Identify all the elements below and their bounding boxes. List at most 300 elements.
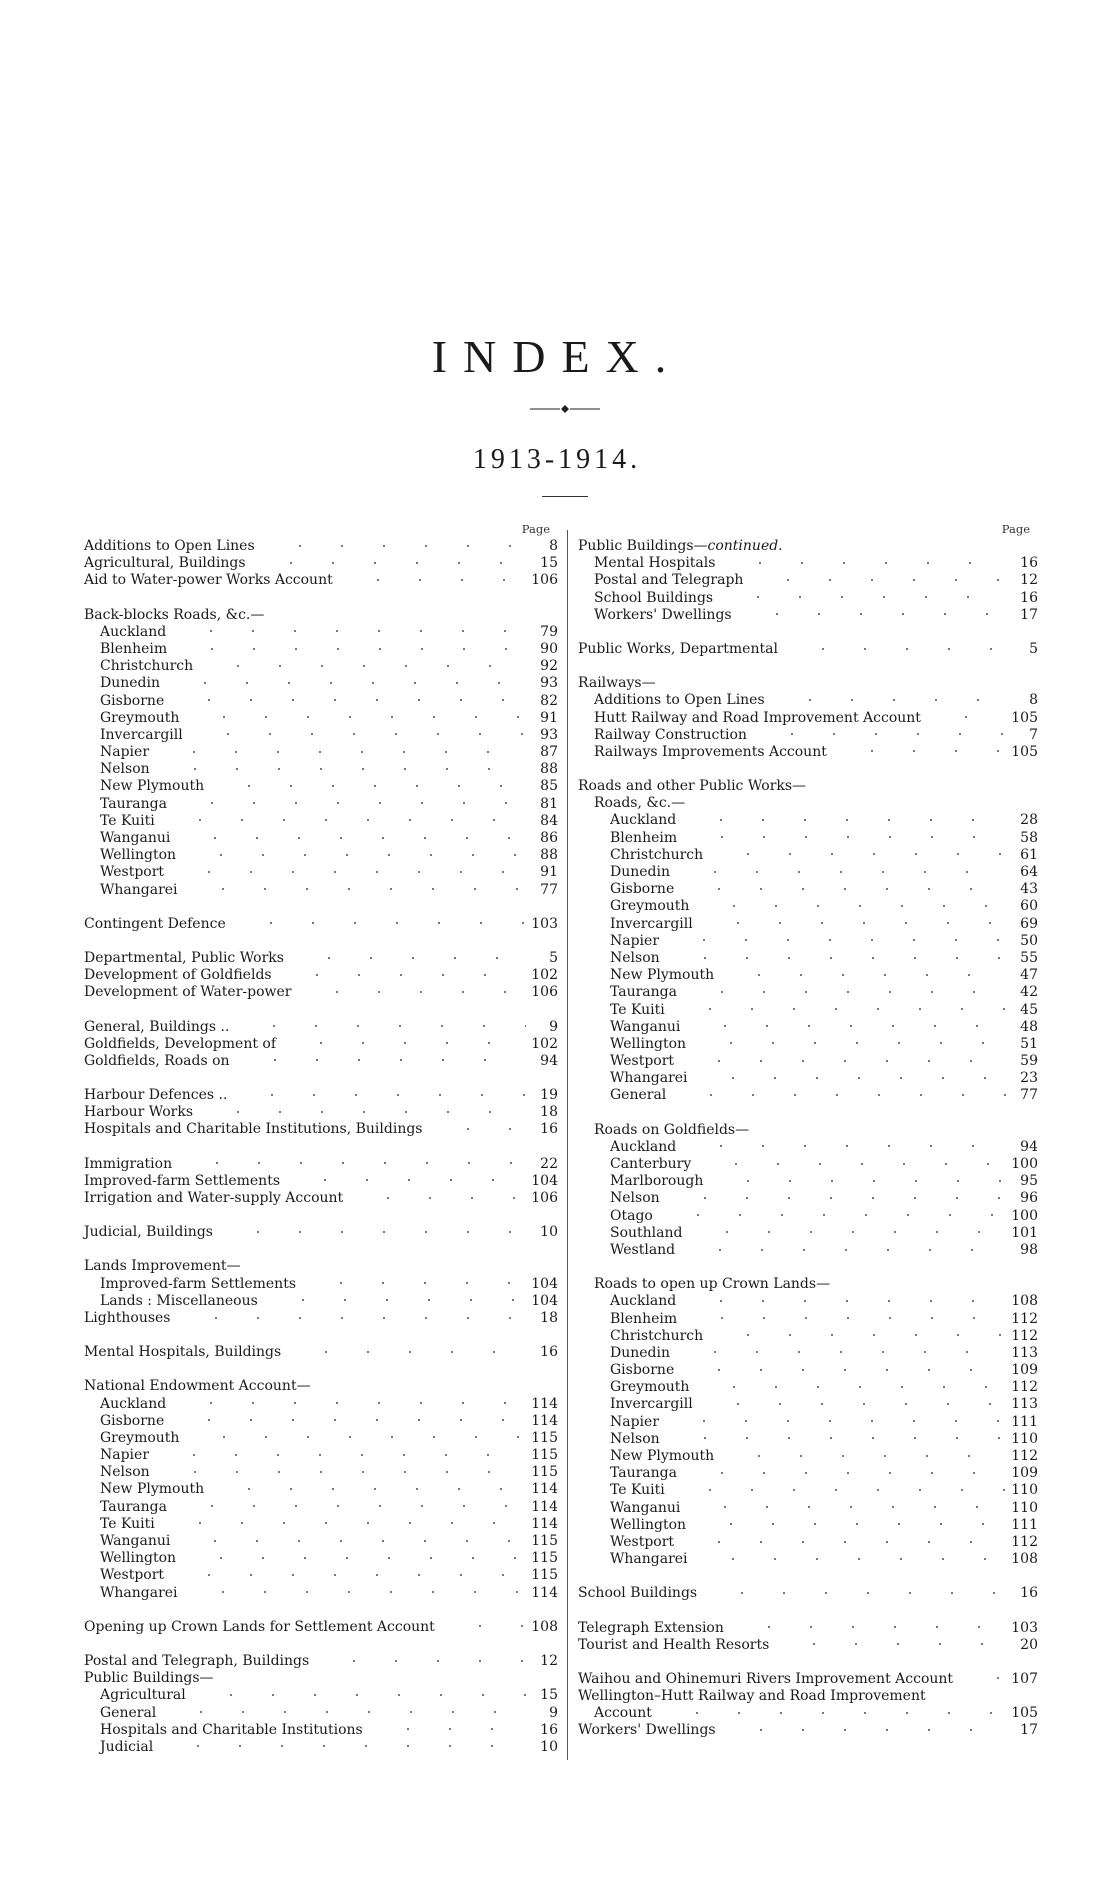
index-entry (578, 572, 1038, 589)
index-entry (578, 727, 1038, 744)
entry-label: Goldfields, Development of (84, 1035, 277, 1052)
years-rule (542, 496, 588, 497)
dot-leader (235, 1021, 526, 1031)
entry-label: General (610, 1087, 667, 1104)
entry-label: Railways Improvements Account (594, 743, 827, 760)
dot-leader (173, 1501, 525, 1511)
index-entry (84, 538, 558, 555)
entry-label: Postal and Telegraph (594, 572, 744, 589)
entry-page-number: 60 (1020, 898, 1038, 915)
entry-label: Wellington (610, 1035, 687, 1052)
entry-label: General (100, 1704, 157, 1721)
dot-leader (172, 626, 526, 636)
dot-leader (672, 1089, 1006, 1099)
dot-leader (170, 1569, 525, 1579)
column-divider (567, 530, 568, 1760)
dot-leader (683, 832, 1006, 842)
index-entry (84, 1739, 558, 1756)
dot-leader (369, 1724, 526, 1734)
dot-leader (290, 952, 526, 962)
dot-leader (177, 1312, 527, 1322)
index-heading (578, 538, 1038, 555)
entry-page-number: 93 (540, 726, 558, 743)
index-entry (578, 1002, 1038, 1019)
entry-page-number: 5 (1029, 640, 1038, 657)
dot-leader (282, 1038, 525, 1048)
entry-page-number: 59 (1020, 1053, 1038, 1070)
entry-label: Greymouth (100, 709, 180, 726)
entry-label: Lands : Miscellaneous (100, 1292, 258, 1309)
entry-page-number: 85 (540, 778, 558, 795)
entry-page-number: 92 (540, 658, 558, 675)
entry-label: Westport (610, 1053, 675, 1070)
dot-leader (199, 660, 526, 670)
index-entry (84, 1499, 558, 1516)
entry-label: Telegraph Extension (578, 1619, 724, 1636)
entry-page-number: 106 (531, 572, 558, 589)
index-heading (578, 1276, 1038, 1293)
entry-label: Judicial, Buildings (84, 1224, 213, 1241)
index-heading (84, 1670, 558, 1687)
dot-leader (665, 935, 1006, 945)
index-entry (578, 1551, 1038, 1568)
dot-leader (720, 1450, 1005, 1460)
dot-leader (219, 1226, 526, 1236)
entry-page-number: 81 (540, 795, 558, 812)
entry-label: Westport (100, 1567, 165, 1584)
entry-label: National Endowment Account— (84, 1378, 311, 1395)
entry-label: Invercargill (100, 726, 183, 743)
dot-leader (680, 883, 1006, 893)
dot-leader (232, 918, 526, 928)
dot-leader (686, 1502, 1005, 1512)
entry-page-number: 111 (1011, 1516, 1038, 1533)
index-entry (578, 864, 1038, 881)
entry-page-number: 108 (531, 1618, 558, 1635)
index-entry (84, 916, 558, 933)
index-entry (84, 1653, 558, 1670)
entry-label: Tauranga (100, 795, 167, 812)
entry-page-number: 112 (1011, 1448, 1038, 1464)
entry-label: Irrigation and Water-supply Account (84, 1190, 344, 1206)
index-entry (578, 555, 1038, 572)
index-entry (84, 744, 558, 761)
dot-leader (676, 866, 1006, 876)
index-entry (578, 1517, 1038, 1534)
entry-label: New Plymouth (610, 1448, 715, 1464)
entry-page-number: 16 (1020, 555, 1038, 572)
entry-label: Nelson (100, 1464, 150, 1481)
dot-leader (172, 1398, 525, 1408)
entry-page-number: 51 (1020, 1035, 1038, 1052)
index-entry (578, 916, 1038, 933)
entry-label: Railway Construction (594, 726, 747, 743)
entry-page-number: 93 (540, 675, 558, 692)
index-entry (84, 675, 558, 692)
entry-page-number: 23 (1020, 1070, 1038, 1087)
entry-label: Whangarei (610, 1070, 688, 1087)
dot-leader (680, 1055, 1006, 1065)
dot-leader (682, 1141, 1006, 1151)
entry-page-number: 5 (549, 949, 558, 966)
year-range: 1913-1914. (472, 444, 642, 475)
index-entry (578, 744, 1038, 761)
entry-page-number: 102 (531, 967, 558, 984)
entry-label: Blenheim (100, 640, 168, 657)
dot-leader (676, 1347, 1005, 1357)
index-entry (84, 796, 558, 813)
entry-label: Lighthouses (84, 1309, 171, 1326)
entry-label: Christchurch (610, 1327, 704, 1344)
entry-label: Tauranga (100, 1498, 167, 1515)
index-title: INDEX. (431, 331, 683, 382)
entry-label: Public Buildings— (578, 538, 708, 554)
entry-label: School Buildings (578, 1585, 698, 1602)
index-entry (578, 1362, 1038, 1379)
entry-page-number: 105 (1011, 743, 1038, 760)
index-entry (84, 1481, 558, 1498)
dot-leader (156, 1466, 526, 1476)
entry-page-number: 107 (1011, 1670, 1038, 1687)
entry-page-number: 94 (540, 1052, 558, 1069)
entry-page-number: 9 (549, 1704, 558, 1721)
index-entry (84, 984, 558, 1001)
entry-page-number: 12 (1020, 572, 1038, 589)
index-entry (84, 1224, 558, 1241)
entry-page-number: 16 (1020, 589, 1038, 606)
index-entry (578, 1396, 1038, 1413)
entry-label: Gisborne (100, 692, 165, 709)
index-entry (84, 830, 558, 847)
entry-label: Wellington (100, 847, 177, 864)
index-entry (84, 1567, 558, 1584)
dot-leader (665, 1416, 1005, 1426)
entry-page-number: 113 (1011, 1396, 1038, 1413)
entry-page-number: 110 (1011, 1482, 1038, 1499)
entry-page-number: 103 (1011, 1619, 1038, 1636)
entry-label: Gisborne (100, 1412, 165, 1429)
dot-leader (662, 677, 1006, 687)
entry-label: Nelson (610, 1190, 660, 1207)
index-entry (578, 1585, 1038, 1602)
index-entry (84, 693, 558, 710)
entry-page-number: 43 (1020, 881, 1038, 898)
index-entry (84, 1190, 558, 1207)
dot-leader (170, 695, 526, 705)
entry-spacer (84, 1327, 558, 1344)
entry-label: Nelson (610, 1430, 660, 1447)
index-entry (84, 1722, 558, 1739)
entry-page-number: 58 (1020, 829, 1038, 846)
entry-page-number: 104 (531, 1292, 558, 1309)
dot-leader (680, 1364, 1005, 1374)
index-entry (578, 1328, 1038, 1345)
entry-spacer (578, 624, 1038, 641)
entry-page-number: 19 (540, 1087, 558, 1104)
index-entry (578, 1173, 1038, 1190)
dot-leader (749, 574, 1006, 584)
entry-label: New Plymouth (610, 967, 715, 984)
entry-page-number: 114 (531, 1515, 558, 1532)
dot-leader (315, 1655, 526, 1665)
index-entry (84, 1019, 558, 1036)
index-heading (84, 1378, 558, 1395)
entry-label: Auckland (100, 623, 167, 640)
entry-page-number: 7 (1029, 726, 1038, 743)
index-entry (578, 1053, 1038, 1070)
entry-label: Gisborne (610, 881, 675, 898)
entry-page-number: 114 (531, 1584, 558, 1601)
dot-leader (659, 1210, 1005, 1220)
dot-leader (176, 832, 526, 842)
dot-leader (162, 1707, 526, 1717)
entry-page-number: 115 (531, 1464, 558, 1481)
entry-label-continued: continued. (707, 538, 783, 554)
entry-label: Westland (610, 1241, 676, 1258)
dot-leader (441, 1621, 525, 1631)
entry-label: Back-blocks Roads, &c.— (84, 606, 265, 623)
entry-label: Auckland (610, 1293, 677, 1310)
dot-leader (682, 1295, 1005, 1305)
dot-leader (155, 746, 526, 756)
index-entry (84, 727, 558, 744)
index-entry (578, 641, 1038, 658)
index-heading (578, 1688, 1038, 1705)
entry-page-number: 106 (531, 1190, 558, 1206)
index-entry (84, 1104, 558, 1121)
index-entry (578, 1070, 1038, 1087)
entry-page-number: 113 (1011, 1344, 1038, 1361)
entry-label: Napier (100, 744, 150, 761)
dot-leader (233, 1089, 526, 1099)
entry-label: Public Buildings— (84, 1670, 214, 1687)
entry-label: Otago (610, 1207, 653, 1224)
dot-leader (199, 1106, 526, 1116)
index-entry (84, 1053, 558, 1070)
index-entry (84, 624, 558, 641)
entry-page-number: 108 (1011, 1293, 1038, 1310)
entry-label: Additions to Open Lines (84, 538, 255, 554)
entry-page-number: 16 (540, 1721, 558, 1738)
entry-page-number: 105 (1011, 709, 1038, 726)
index-entry (578, 812, 1038, 829)
entry-page-number: 15 (540, 555, 558, 572)
index-entry (84, 1293, 558, 1310)
dot-leader (185, 712, 526, 722)
entry-page-number: 16 (1020, 1585, 1038, 1602)
index-entry (84, 1687, 558, 1704)
entry-page-number: 64 (1020, 864, 1038, 880)
entry-label: Gisborne (610, 1362, 675, 1379)
dot-leader (681, 1244, 1006, 1254)
index-entry (578, 933, 1038, 950)
index-entry (84, 1173, 558, 1190)
index-entry (578, 1036, 1038, 1053)
index-entry (84, 1447, 558, 1464)
index-entry (84, 658, 558, 675)
dot-leader (703, 1587, 1006, 1597)
dot-leader (170, 1415, 525, 1425)
entry-label: Harbour Defences .. (84, 1087, 228, 1104)
index-entry (84, 1036, 558, 1053)
dot-leader (252, 557, 527, 567)
entry-label: Westport (100, 864, 165, 881)
dot-leader (833, 746, 1005, 756)
dot-leader (771, 694, 1006, 704)
index-entry (578, 1019, 1038, 1036)
index-entry (84, 1516, 558, 1533)
entry-label: Dunedin (610, 1344, 670, 1361)
entry-label: Improved-farm Settlements (100, 1275, 296, 1292)
entry-page-number: 109 (1011, 1465, 1038, 1482)
dot-leader (189, 729, 526, 739)
entry-page-number: 69 (1020, 915, 1038, 932)
entry-label: Waihou and Ohinemuri Rivers Improvement Account (578, 1670, 954, 1687)
dot-leader (236, 1055, 526, 1065)
entry-label: Christchurch (610, 846, 704, 863)
entry-page-number: 48 (1020, 1018, 1038, 1035)
index-entry (578, 1311, 1038, 1328)
index-entry (578, 1637, 1038, 1654)
entry-spacer (84, 1002, 558, 1019)
index-entry (578, 1293, 1038, 1310)
dot-leader (682, 814, 1006, 824)
entry-label: Auckland (610, 812, 677, 829)
index-entry (578, 1465, 1038, 1482)
entry-spacer (84, 1241, 558, 1258)
entry-spacer (578, 1105, 1038, 1122)
index-column-right (578, 520, 1038, 1740)
entry-page-number: 111 (1011, 1413, 1038, 1430)
dot-leader (166, 677, 526, 687)
entry-label: Southland (610, 1224, 683, 1241)
entry-label: Invercargill (610, 915, 693, 932)
index-heading (84, 1258, 558, 1275)
dot-leader (671, 1004, 1006, 1014)
index-entry (84, 967, 558, 984)
entry-spacer (578, 1568, 1038, 1585)
title-ornament (530, 404, 600, 414)
index-entry (84, 1533, 558, 1550)
entry-page-number: 98 (1020, 1241, 1038, 1258)
dot-leader (932, 1690, 1006, 1700)
dot-leader (666, 1433, 1006, 1443)
entry-label: Hutt Railway and Road Improvement Account (594, 709, 921, 726)
index-entry (578, 1482, 1038, 1499)
index-entry (578, 1448, 1038, 1465)
dot-leader (695, 900, 1006, 910)
entry-page-number: 50 (1020, 932, 1038, 949)
dot-leader (192, 1689, 526, 1699)
entry-page-number: 115 (531, 1550, 558, 1567)
entry-page-number: 115 (531, 1567, 558, 1584)
entry-label: Whangarei (100, 1584, 178, 1601)
dot-leader (161, 815, 526, 825)
entry-label: School Buildings (594, 589, 714, 606)
entry-page-number: 84 (540, 812, 558, 829)
dot-leader (173, 643, 526, 653)
entry-spacer (578, 1654, 1038, 1671)
entry-label: Te Kuiti (610, 1001, 665, 1018)
entry-spacer (578, 1603, 1038, 1620)
entry-page-number: 10 (540, 1738, 558, 1755)
dot-leader (349, 1192, 525, 1202)
dot-leader (210, 1483, 525, 1493)
entry-label: Hospitals and Charitable Institutions (100, 1721, 363, 1738)
dot-leader (694, 1072, 1006, 1082)
entry-label: Wellington (100, 1550, 177, 1567)
entry-label: General, Buildings .. (84, 1018, 230, 1035)
dot-leader (210, 780, 526, 790)
entry-spacer (84, 1602, 558, 1619)
entry-label: Christchurch (100, 658, 194, 675)
entry-label: Agricultural (100, 1687, 186, 1704)
dot-leader (721, 557, 1006, 567)
entry-page-number: 110 (1011, 1499, 1038, 1516)
entry-label: Departmental, Public Works (84, 949, 284, 966)
entry-spacer (84, 1070, 558, 1087)
entry-page-number: 91 (540, 709, 558, 726)
dot-leader (789, 540, 1006, 550)
entry-page-number: 20 (1020, 1636, 1038, 1653)
index-entry (84, 813, 558, 830)
entry-page-number: 79 (540, 623, 558, 640)
entry-label: Nelson (100, 761, 150, 778)
entry-label: Opening up Crown Lands for Settlement Account (84, 1618, 435, 1635)
dot-leader (709, 1175, 1006, 1185)
dot-leader (658, 1707, 1005, 1717)
dot-leader (688, 1227, 1005, 1237)
entry-label: Agricultural, Buildings (84, 555, 246, 572)
entry-page-number: 112 (1011, 1533, 1038, 1550)
dot-leader (719, 592, 1006, 602)
entry-label: Hospitals and Charitable Institutions, Buildings (84, 1121, 423, 1138)
entry-label: Whangarei (610, 1551, 688, 1568)
index-entry (84, 864, 558, 881)
entry-page-number: 106 (531, 984, 558, 1001)
entry-page-number: 96 (1020, 1190, 1038, 1207)
index-entry (84, 1276, 558, 1293)
index-heading (578, 675, 1038, 692)
entry-label: Development of Water-power (84, 984, 292, 1001)
dot-leader (173, 798, 526, 808)
dot-leader (278, 969, 526, 979)
index-entry (578, 881, 1038, 898)
dot-leader (666, 952, 1006, 962)
index-entry (84, 1464, 558, 1481)
entry-label: Blenheim (610, 1310, 678, 1327)
entry-page-number: 88 (540, 847, 558, 864)
dot-leader (680, 1536, 1005, 1546)
entry-page-number: 104 (531, 1172, 558, 1189)
index-entry (84, 761, 558, 778)
entry-page-number: 18 (540, 1104, 558, 1121)
dot-leader (155, 1449, 525, 1459)
index-entry (578, 950, 1038, 967)
entry-page-number: 102 (531, 1035, 558, 1052)
index-entry (578, 1500, 1038, 1517)
dot-leader (699, 918, 1006, 928)
dot-leader (683, 986, 1006, 996)
dot-leader (261, 540, 526, 550)
entry-label: Workers' Dwellings (594, 606, 732, 623)
entry-page-number: 100 (1011, 1156, 1038, 1172)
entry-page-number: 110 (1011, 1430, 1038, 1447)
dot-leader (709, 849, 1006, 859)
entry-label: Wanganui (610, 1499, 681, 1516)
entry-label: Development of Goldfields (84, 967, 272, 984)
entry-page-number: 77 (540, 881, 558, 898)
